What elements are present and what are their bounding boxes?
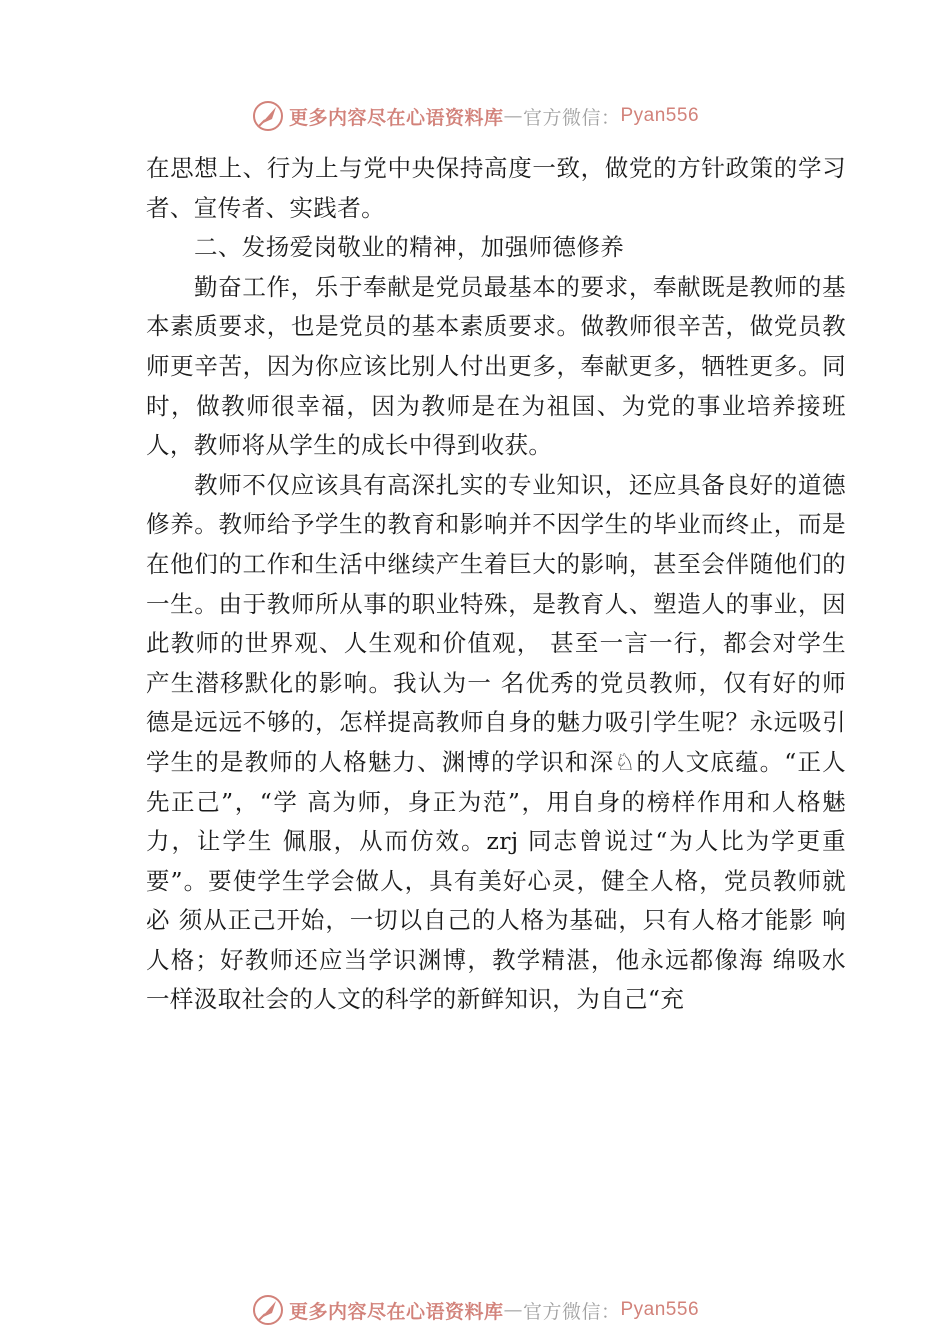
paragraph-1: 在思想上、行为上与党中央保持高度一致，做党的方针政策的学习者、宣传者、实践者。 [146,154,846,222]
watermark-brand: 更多内容尽在心语资料库 [288,1300,504,1323]
watermark-wechat-id: Pyan556 [620,1299,700,1320]
paragraph-3: 教师不仅应该具有高深扎实的专业知识，还应具备良好的道德修养。教师给予学生的教育和影响并不因学生的毕业而终止，而是在他们的工作和生活中继续产生着巨大的影响，甚至会伴随他们的一生。由于教师所从事的职业特殊，是教育人、塑造人的事业，因此教师的世界观、人生观和价值观， 甚至一言一行，都会对学生产生潜移默化的影响。我认为一 名优秀的党员教师，仅有好的师德是远远不够的，怎样提高教师自身的魅力吸引学生呢？永远吸引学生的是教师的人格魅力、渊博的学识和深♘的人文底蕴。“正人先正己”，“学 高为师，身正为范”，用自身的榜样作用和人格魅力，让学生 佩服，从而仿效。zrj 同志曾说过“为人比为学更重要”。要使学生学会做人，具有美好心灵，健全人格，党员教师就必 须从正己开始，一切以自己的人格为基础，只有人格才能影 响人格；好教师还应当学识渊博，教学精湛，他永远都像海 绵吸水一样汲取社会的人文的科学的新鲜知识，为自己“充 [146,470,846,1014]
watermark-brand: 更多内容尽在心语资料库 [288,106,504,129]
document-body [146,149,846,1020]
watermark-separator: — [503,1299,523,1321]
section-heading: 二、发扬爱岗敬业的精神，加强师德修养 [194,233,625,262]
watermark-separator: — [503,105,523,127]
paragraph-2: 勤奋工作，乐于奉献是党员最基本的要求，奉献既是教师的基本素质要求，也是党员的基本素质要求。做教师很辛苦，做党员教师更辛苦，因为你应该比别人付出更多，奉献更多，牺牲更多。同时，做教师很幸福，因为教师是在为祖国、为党的事业培养接班人，教师将从学生的成长中得到收获。 [146,272,846,460]
quill-logo-icon [251,1293,285,1327]
watermark-wechat-id: Pyan556 [620,105,700,126]
quill-logo-icon [251,99,285,133]
watermark-header [0,96,950,136]
watermark-label: 官方微信： [522,1300,621,1323]
watermark-footer [0,1290,950,1330]
watermark-label: 官方微信： [522,106,621,129]
